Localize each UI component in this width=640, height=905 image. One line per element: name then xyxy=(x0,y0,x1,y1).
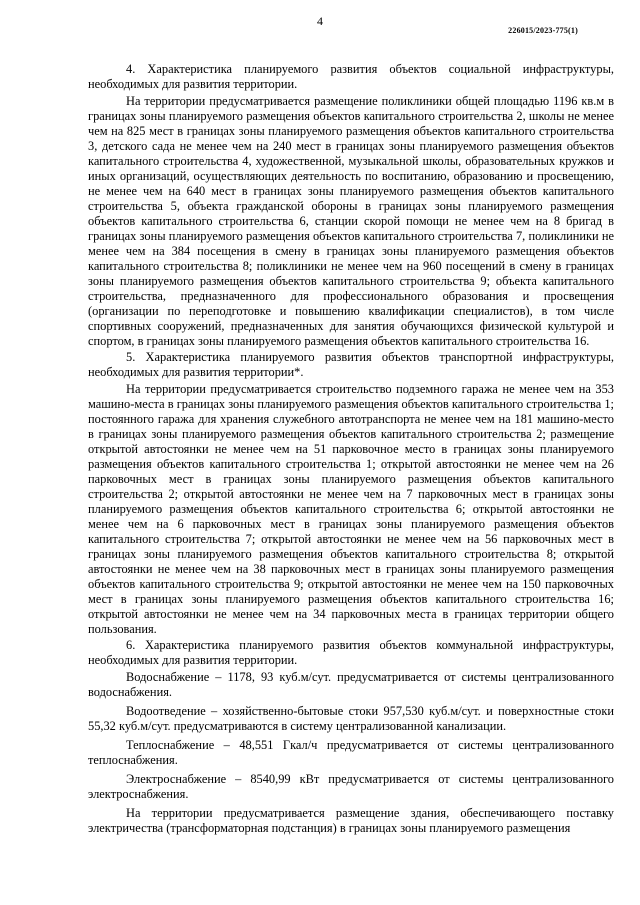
page-number: 4 xyxy=(317,14,323,28)
document-number: 226015/2023-775(1) xyxy=(508,26,578,35)
paragraph-substation: На территории предусматривается размещение здания, обеспечивающего поставку электричества (трансформаторная подстанция) в границах зоны планируемого размещения xyxy=(88,805,614,835)
section-heading-social: 4. Характеристика планируемого развития объектов социальной инфраструктуры, необходимых для развития территории. xyxy=(88,62,614,91)
paragraph-water-supply: Водоснабжение – 1178, 93 куб.м/сут. предусматривается от системы централизованного водоснабжения. xyxy=(88,669,614,699)
document-body xyxy=(88,62,614,837)
section-heading-utilities: 6. Характеристика планируемого развития объектов коммунальной инфраструктуры, необходимых для развития территории. xyxy=(88,638,614,667)
paragraph-sewerage: Водоотведение – хозяйственно-бытовые стоки 957,530 куб.м/сут. и поверхностные стоки 55,32 куб.м/сут. предусматриваются в систему централизованной канализации. xyxy=(88,703,614,733)
paragraph-heat-supply: Теплоснабжение – 48,551 Гкал/ч предусматривается от системы централизованного теплоснабжения. xyxy=(88,737,614,767)
paragraph-power-supply: Электроснабжение – 8540,99 кВт предусматривается от системы централизованного электроснабжения. xyxy=(88,771,614,801)
paragraph-social: На территории предусматривается размещение поликлиники общей площадью 1196 кв.м в границах зоны планируемого размещения объектов капитального строительства 2, школы не менее чем на 825 мест в границах зоны планируемого размещения объектов капитального строительства 3, детского сада не менее чем на 240 мест в границах зоны планируемого размещения объектов капитального строительства 4, художественной, музыкальной школы, образовательных кружков и иных организаций, осуществляющих деятельность по воспитанию, образованию и просвещению, не менее чем на 640 мест в границах зоны планируемого размещения объектов капитального строительства 5, объекта гражданской обороны в границах зоны планируемого размещения объектов капитального строительства 6, станции скорой помощи не менее чем на 8 бригад в границах зоны планируемого размещения объектов капитального строительства 7, поликлиники не менее чем на 384 посещения в смену в границах зоны планируемого размещения объектов капитального строительства 8; поликлиники не менее чем на 960 посещений в смену в границах зоны планируемого размещения объектов капитального строительства 9; объекта капитального строительства, предназначенного для профессионального образования и просвещения (организации по переподготовке и повышению квалификации специалистов), в том числе спортивных сооружений, предназначенных для занятия обучающихся физической культурой и спортом, в границах зоны планируемого размещения объектов капитального строительства 16. xyxy=(88,93,614,348)
paragraph-transport: На территории предусматривается строительство подземного гаража не менее чем на 353 машино-места в границах зоны планируемого размещения объектов капитального строительства 1; постоянного гаража для хранения служебного автотранспорта не менее чем на 181 машино-место в границах зоны планируемого размещения объектов капитального строительства 2; размещение открытой автостоянки не менее чем на 51 парковочное место в границах зоны планируемого размещения объектов капитального строительства 1; открытой автостоянки не менее чем на 26 парковочных мест в границах зоны планируемого размещения объектов капитального строительства 2; открытой автостоянки не менее чем на 7 парковочных мест в границах зоны планируемого размещения объектов капитального строительства 6; открытой автостоянки не менее чем на 6 парковочных мест в границах зоны планируемого размещения объектов капитального строительства 7; открытой автостоянки не менее чем на 56 парковочных мест в границах зоны планируемого размещения объектов капитального строительства 8; открытой автостоянки не менее чем на 38 парковочных мест в границах зоны планируемого размещения объектов капитального строительства 9; открытой автостоянки не менее чем на 150 парковочных мест в границах зоны планируемого размещения объектов капитального строительства 16; открытой автостоянки не менее чем на 34 парковочных места в границах территории общего пользования. xyxy=(88,381,614,636)
section-heading-transport: 5. Характеристика планируемого развития объектов транспортной инфраструктуры, необходимых для развития территории*. xyxy=(88,350,614,379)
